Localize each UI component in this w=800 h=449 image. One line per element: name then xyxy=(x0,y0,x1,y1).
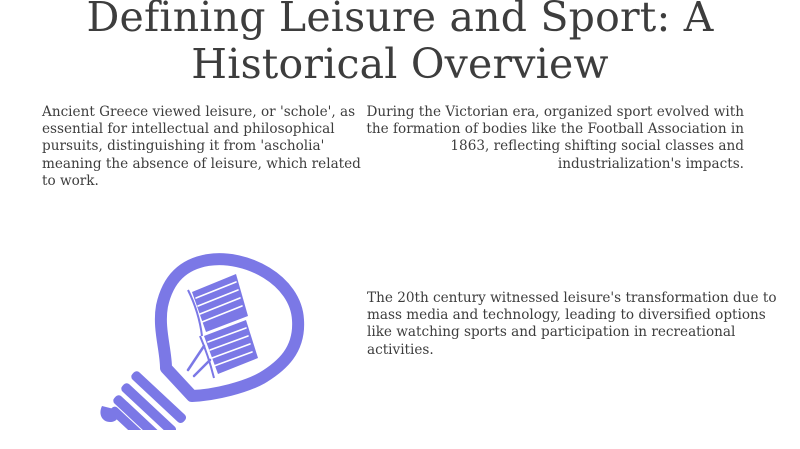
paragraph-20th-century: The 20th century witnessed leisure's transformation due to mass media and technology, leading to diversified options like watching sports and participation in recreational activities. xyxy=(367,290,777,358)
paragraph-ancient-greece: Ancient Greece viewed leisure, or 'schole', as essential for intellectual and philosophical pursuits, distinguishing it from 'ascholia' meaning the absence of leisure, which related to work. xyxy=(42,104,361,189)
lightbulb-book-icon xyxy=(96,250,316,430)
paragraph-victorian-era: During the Victorian era, organized sport evolved with the formation of bodies like the Football Association in 1863, reflecting shifting social classes and industrialization's impacts. xyxy=(366,104,744,172)
slide-title: Defining Leisure and Sport: A Historical Overview xyxy=(86,0,714,88)
